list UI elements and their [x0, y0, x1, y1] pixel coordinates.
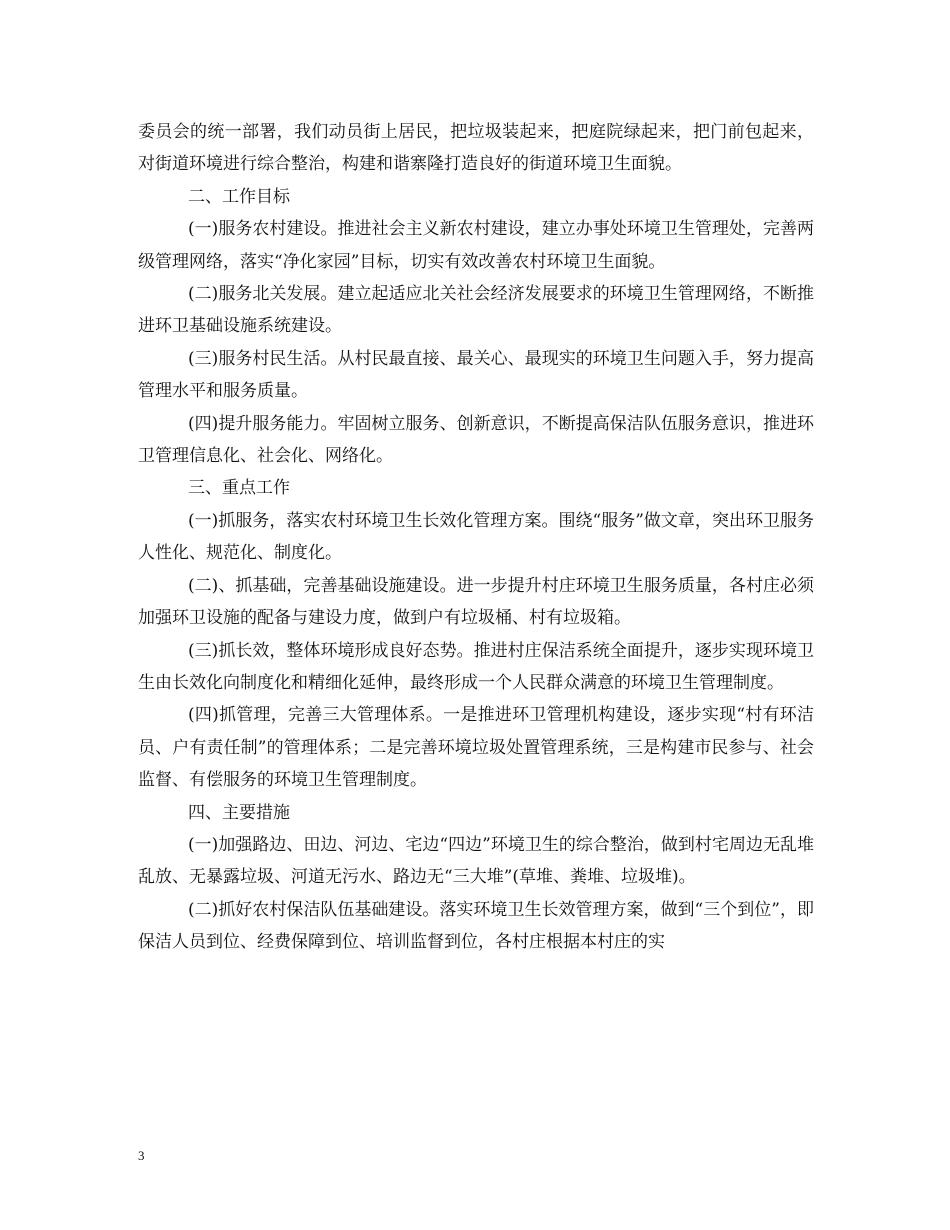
page-number: 3: [138, 1148, 145, 1163]
section-heading: 四、主要措施: [188, 802, 290, 823]
section-heading: 三、重点工作: [188, 478, 290, 499]
paragraph: (二)、抓基础，完善基础设施建设。进一步提升村庄环境卫生服务质量，各村庄必须加强环卫设施的配备与建设力度，做到户有垃圾桶、村有垃圾箱。: [138, 575, 814, 629]
paragraph: (四)提升服务能力。牢固树立服务、创新意识，不断提高保洁队伍服务意识，推进环卫管理信息化、社会化、网络化。: [138, 413, 814, 467]
paragraph: (三)服务村民生活。从村民最直接、最关心、最现实的环境卫生问题入手，努力提高管理水平和服务质量。: [138, 348, 814, 402]
paragraph: (四)抓管理，完善三大管理体系。一是推进环卫管理机构建设，逐步实现“村有环洁员、户有责任制”的管理体系；二是完善环境垃圾处置管理系统，三是构建市民参与、社会监督、有偿服务的环境卫生管理制度。: [138, 705, 814, 791]
paragraph: (一)抓服务，落实农村环境卫生长效化管理方案。围绕“服务”做文章，突出环卫服务人性化、规范化、制度化。: [138, 510, 814, 564]
paragraph: (二)服务北关发展。建立起适应北关社会经济发展要求的环境卫生管理网络，不断推进环卫基础设施系统建设。: [138, 284, 814, 337]
paragraph: (三)抓长效，整体环境形成良好态势。推进村庄保洁系统全面提升，逐步实现环境卫生由长效化向制度化和精细化延伸，最终形成一个人民群众满意的环境卫生管理制度。: [138, 640, 814, 693]
paragraph: (一)服务农村建设。推进社会主义新农村建设，建立办事处环境卫生管理处，完善两级管理网络，落实“净化家园”目标，切实有效改善农村环境卫生面貌。: [138, 219, 814, 272]
document-body: [138, 116, 814, 959]
paragraph: (二)抓好农村保洁队伍基础建设。落实环境卫生长效管理方案，做到“三个到位”，即保洁人员到位、经费保障到位、培训监督到位，各村庄根据本村庄的实: [138, 899, 814, 953]
paragraph: (一)加强路边、田边、河边、宅边“四边”环境卫生的综合整治，做到村宅周边无乱堆乱放、无暴露垃圾、河道无污水、路边无“三大堆”(草堆、粪堆、垃圾堆)。: [138, 834, 814, 888]
section-heading: 二、工作目标: [188, 186, 290, 207]
paragraph: 委员会的统一部署，我们动员街上居民，把垃圾装起来，把庭院绿起来，把门前包起来，对街道环境进行综合整治，构建和谐寨隆打造良好的街道环境卫生面貌。: [138, 122, 814, 175]
